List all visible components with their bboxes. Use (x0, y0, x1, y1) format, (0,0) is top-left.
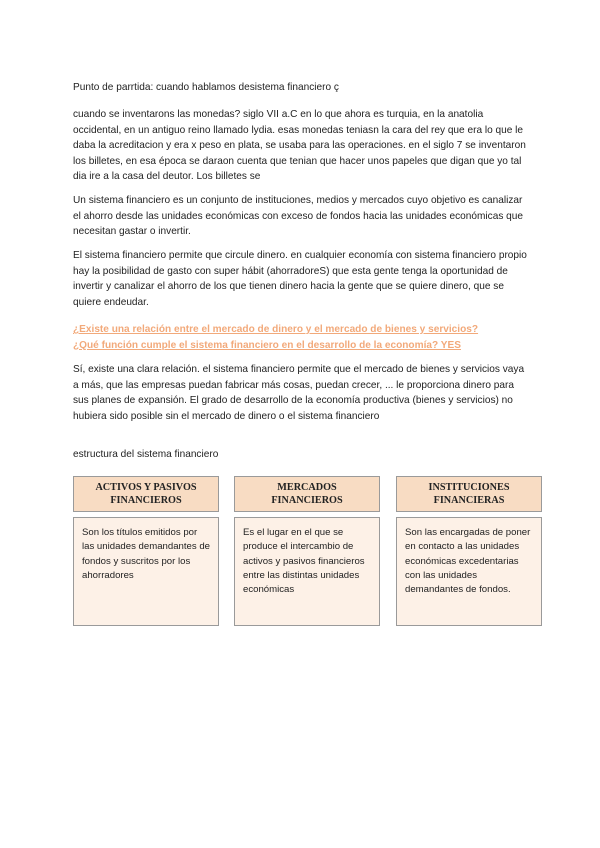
box-mercados-title: MERCADOS FINANCIEROS (234, 476, 380, 512)
document-heading: Punto de parrtida: cuando hablamos desistema financiero ç (73, 82, 339, 93)
box-mercados-body: Es el lugar en el que se produce el intercambio de activos y pasivos financieros entre las distintas unidades económicas (234, 517, 380, 626)
paragraph-definition: Un sistema financiero es un conjunto de instituciones, medios y mercados cuyo objetivo es canalizar el ahorro desde las unidades económicas con exceso de fondos hacia las unidades económicas que necesitan gastar o invertir. (73, 195, 524, 238)
box-activos-pasivos (73, 476, 219, 626)
box-mercados (234, 476, 380, 626)
paragraph-function: El sistema financiero permite que circule dinero. en cualquier economía con sistema financiero propio hay la posibilidad de gasto con super hábit (ahorradoreS) que esta gente tenga la oportunidad de invertir y canalizar el ahorro de los que tienen dinero hacia la gente que se quiere dinero, que se quiere endeudar. (73, 250, 527, 308)
box-activos-pasivos-body: Son los títulos emitidos por las unidades demandantes de fondos y suscritos por los ahorradores (73, 517, 219, 626)
box-instituciones-body: Son las encargadas de poner en contacto a las unidades económicas excedentarias con las unidades demandantes de fondos. (396, 517, 542, 626)
question-2: ¿Qué función cumple el sistema financiero en el desarrollo de la economía? YES (73, 339, 461, 351)
box-instituciones (396, 476, 542, 626)
structure-title: estructura del sistema financiero (73, 449, 219, 460)
box-instituciones-title: INSTITUCIONES FINANCIERAS (396, 476, 542, 512)
paragraph-answer: Sí, existe una clara relación. el sistema financiero permite que el mercado de bienes y servicios vaya a más, que las empresas puedan fabricar más cosas, puedan crecer, ... le proporciona dinero para sus planes de expansión. El grado de desarrollo de la economía productiva (bienes y servicios) no hubiera sido posible sin el mercado de dinero o el sistema financiero (73, 364, 525, 422)
questions-block (73, 322, 528, 353)
paragraph-history: cuando se inventarons las monedas? siglo VII a.C en lo que ahora es turquia, en la anatolia occidental, en un antiguo reino llamado lydia. esas monedas teniasn la cara del rey que era lo que le daba la acreditacion y era x peso en plata, se usaba para las operaciones. en el siglo 7 se inventaron los billetes, en esa época se daraon cuenta que tenian que hacer unos papeles que digan que yo tal dia ire a la casa del deutor. Los billetes se (73, 109, 526, 183)
structure-diagram (73, 476, 531, 626)
box-activos-pasivos-title: ACTIVOS Y PASIVOS FINANCIEROS (73, 476, 219, 512)
question-1: ¿Existe una relación entre el mercado de dinero y el mercado de bienes y servicios? (73, 324, 479, 335)
